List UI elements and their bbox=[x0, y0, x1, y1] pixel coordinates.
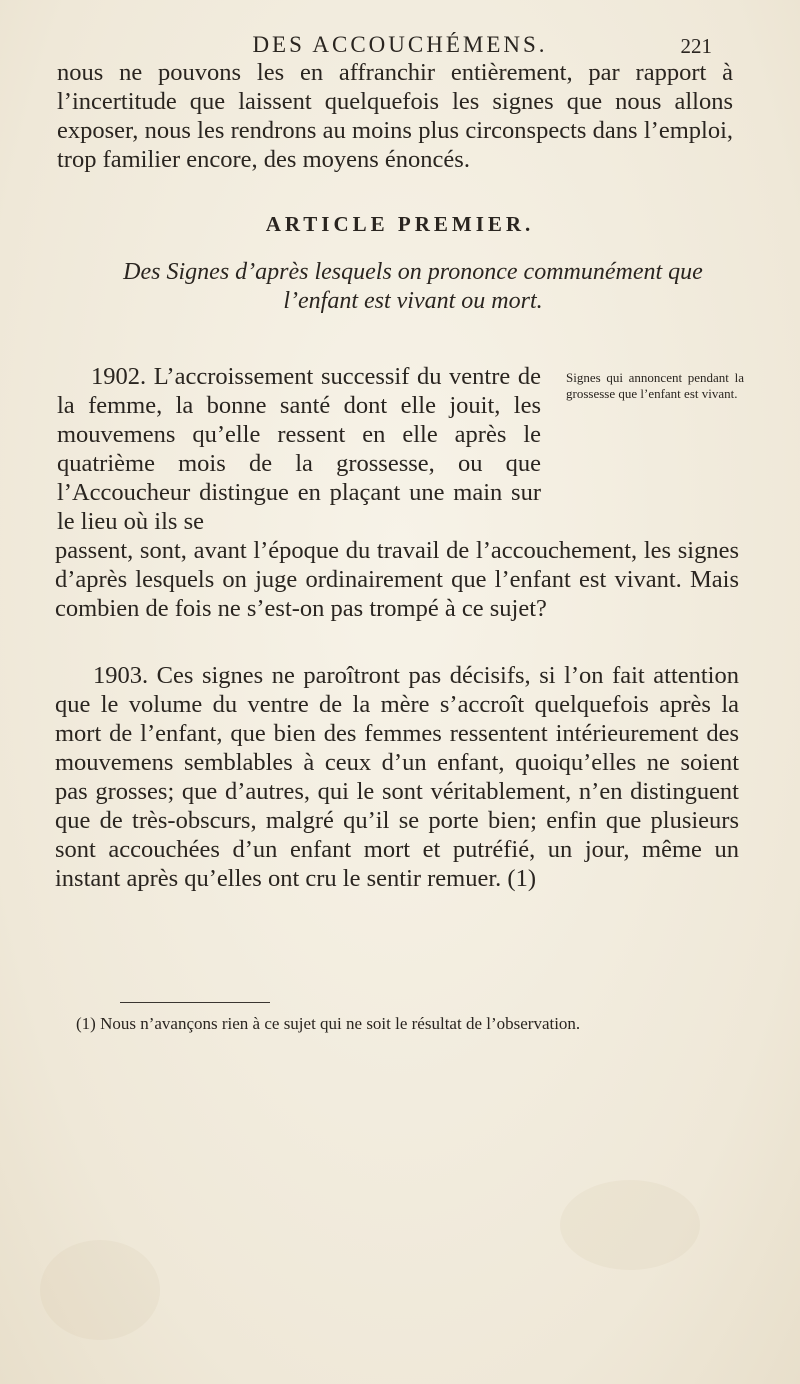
paper-stain bbox=[560, 1180, 700, 1270]
paper-stain bbox=[40, 1240, 160, 1340]
footnote: (1) Nous n’avançons rien à ce sujet qui ne soit le résultat de l’observation. bbox=[76, 1014, 581, 1033]
article-subtitle: Des Signes d’après lesquels on prononce communément que l’enfant est vivant ou mort. bbox=[123, 259, 703, 314]
intro-paragraph: nous ne pouvons les en affranchir entièrement, par rapport à l’incertitude que laissent quelquefois les signes que nous allons exposer, nous les rendrons au moins plus circonspects dans l’emploi, trop familier encore, des moyens énoncés. bbox=[57, 59, 733, 173]
paragraph-1903: 1903. Ces signes ne paroîtront pas décisifs, si l’on fait attention que le volume du ventre de la mère s’accroît quelquefois après la mort de l’enfant, que bien des femmes ressentent intérieurement des mouvemens semblables à ceux d’un enfant, quoiqu’elles ne soient pas grosses; que d’autres, qui le sont véritablement, n’en distinguent que de très-obscurs, malgré qu’il se porte bien; enfin que plusieurs sont accouchées d’un enfant mort et putréfié, un jour, même un instant après qu’elles ont cru le sentir remuer. (1) bbox=[55, 662, 739, 892]
paragraph-1902-continued: passent, sont, avant l’époque du travail de l’accouchement, les signes d’après lesquels on juge ordinairement que l’enfant est vivant. Mais combien de fois ne s’est-on pas trompé à ce sujet? bbox=[55, 537, 739, 622]
page-number: 221 bbox=[680, 34, 712, 58]
paragraph-1902: 1902. L’accroissement successif du ventre de la femme, la bonne santé dont elle jouit, les mouvemens qu’elle ressent en elle après le quatrième mois de la grossesse, ou que l’Accoucheur distingue en plaçant une main sur le lieu où ils se bbox=[57, 363, 541, 535]
article-heading: ARTICLE PREMIER. bbox=[265, 212, 535, 236]
footnote-rule bbox=[120, 1002, 270, 1003]
margin-note: Signes qui annoncent pendant la grossesse que l’enfant est vivant. bbox=[566, 370, 744, 401]
running-title: DES ACCOUCHÉMENS. bbox=[252, 32, 548, 57]
